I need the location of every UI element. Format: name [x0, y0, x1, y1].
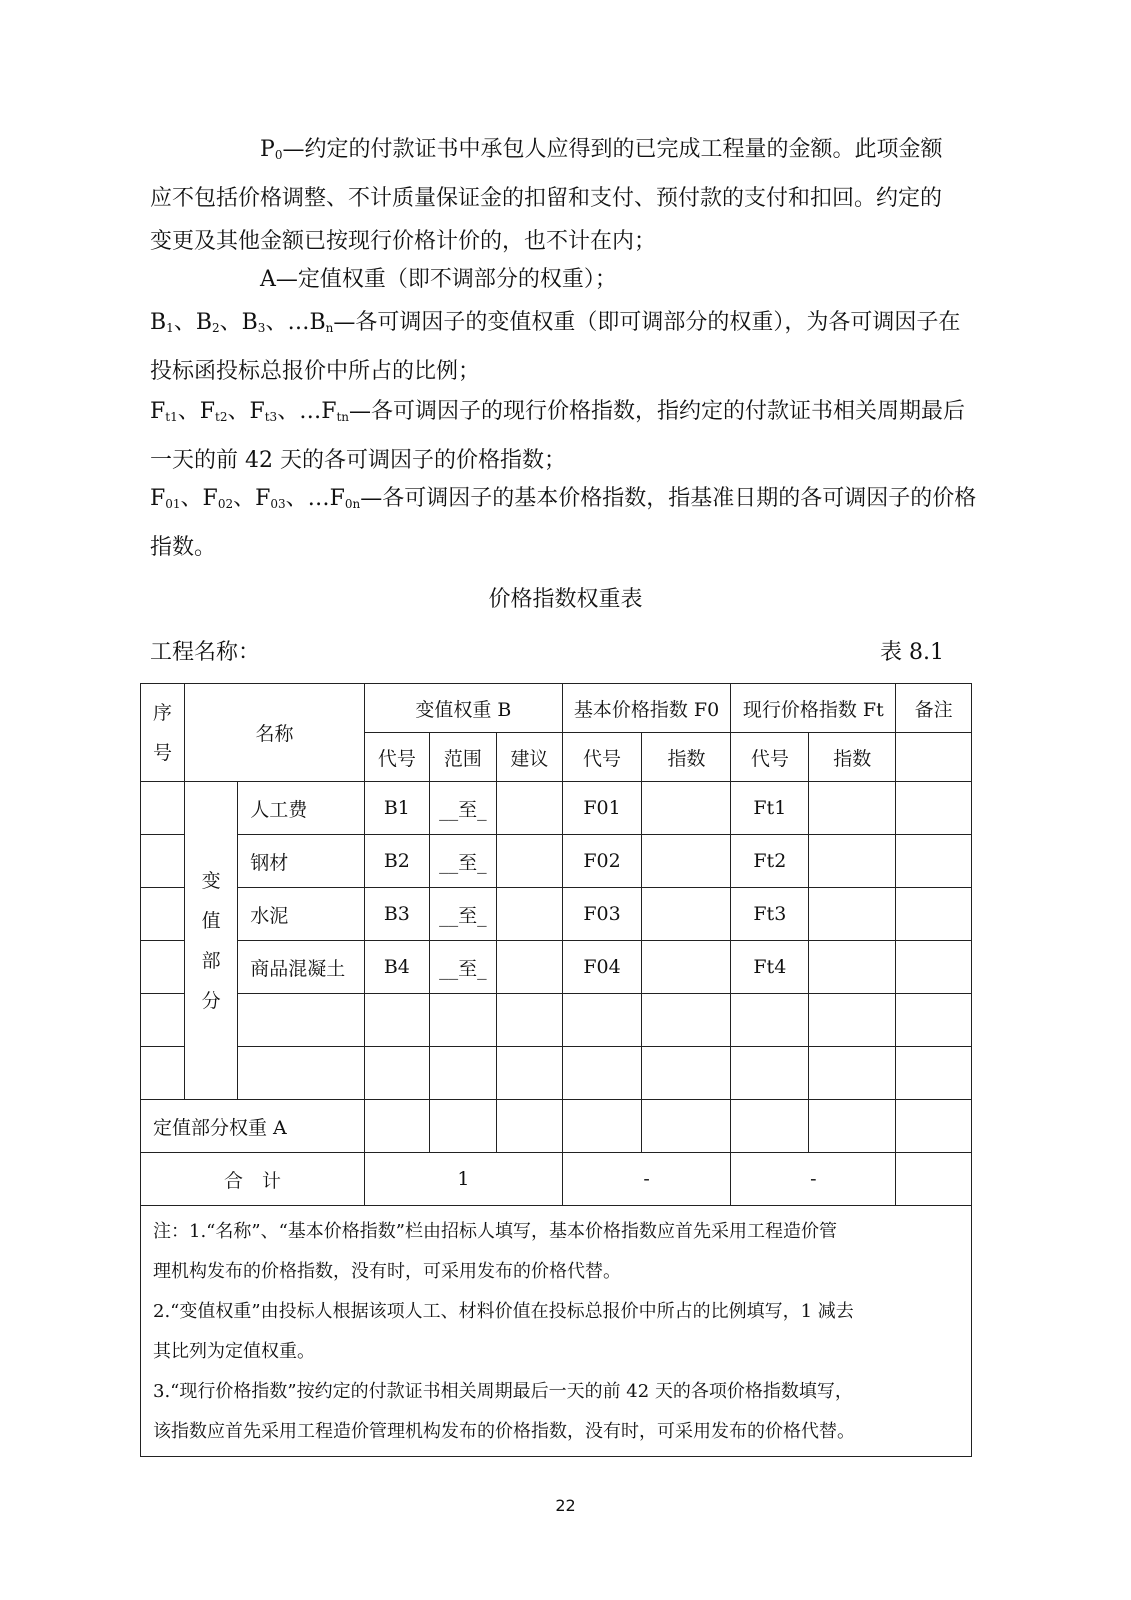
note-line: 其比列为定值权重。 — [153, 1341, 315, 1362]
table-row — [141, 941, 972, 994]
ft-index-cell[interactable] — [809, 782, 896, 835]
header-f0-code: 代号 — [562, 733, 642, 782]
p0-line-3: 变更及其他金额已按现行价格计价的，也不计在内； — [150, 229, 657, 254]
a-line: A—定值权重（即不调部分的权重）； — [260, 267, 617, 292]
ft-code-empty[interactable] — [731, 1047, 809, 1100]
item-name: 人工费 — [238, 782, 365, 835]
ft-index-cell[interactable] — [809, 835, 896, 888]
fixed-ft-index — [809, 1100, 896, 1153]
header-remarks: 备注 — [896, 684, 972, 733]
f0-index-cell[interactable] — [642, 782, 731, 835]
total-current-index: - — [731, 1153, 896, 1206]
remarks-cell[interactable] — [896, 782, 972, 835]
seq-cell — [141, 994, 185, 1047]
ft-code-empty[interactable] — [731, 994, 809, 1047]
fixed-part-label: 定值部分权重 A — [141, 1100, 365, 1153]
table-row — [141, 835, 972, 888]
paragraph-a-definition — [150, 258, 980, 301]
range-cell: __至_ — [429, 888, 497, 941]
fixed-part-row — [141, 1100, 972, 1153]
note-line: 理机构发布的价格指数，没有时，可采用发布的价格代替。 — [153, 1261, 621, 1282]
table-row — [141, 782, 972, 835]
variable-part-label: 变 值 部 分 — [185, 782, 238, 1100]
suggestion-empty[interactable] — [497, 1047, 563, 1100]
paragraph-f0-definition — [150, 477, 980, 569]
suggestion-cell[interactable] — [497, 888, 563, 941]
f0-index-empty[interactable] — [642, 1047, 731, 1100]
item-name: 商品混凝土 — [238, 941, 365, 994]
b-line-2: 投标函投标总报价中所占的比例； — [150, 359, 481, 384]
table-number: 表 8.1 — [880, 640, 944, 665]
total-row — [141, 1153, 972, 1206]
fixed-f0-index — [642, 1100, 731, 1153]
f0-index-cell[interactable] — [642, 888, 731, 941]
note-line: 2.“变值权重”由投标人根据该项人工、材料价值在投标总报价中所占的比例填写，1 减去 — [153, 1301, 854, 1322]
price-index-weight-table — [140, 683, 972, 1457]
remarks-cell[interactable] — [896, 835, 972, 888]
fixed-suggestion[interactable] — [497, 1100, 563, 1153]
f0-line-1: $F_{01}$、$F_{02}$、$F_{03}$、$\dots F_{0n}—$各可调因子的基本价格指数，指基准日期的各可调因子的价格 — [150, 486, 977, 511]
header-seq: 序 号 — [141, 684, 185, 782]
range-cell: __至_ — [429, 941, 497, 994]
range-cell: __至_ — [429, 835, 497, 888]
fixed-remarks[interactable] — [896, 1100, 972, 1153]
b-code: B4 — [365, 941, 429, 994]
seq-cell — [141, 782, 185, 835]
ft-line-1: $F_{t1}$、$F_{t2}$、$F_{t3}$、$\dots F_{tn}—$各可调因子的现行价格指数，指约定的付款证书相关周期最后 — [150, 399, 966, 424]
item-name-empty[interactable] — [238, 994, 365, 1047]
header-range: 范围 — [429, 733, 497, 782]
f0-index-empty[interactable] — [642, 994, 731, 1047]
remarks-cell[interactable] — [896, 941, 972, 994]
project-name-label: 工程名称： — [150, 640, 261, 665]
remarks-cell[interactable] — [896, 888, 972, 941]
note-line: 该指数应首先采用工程造价管理机构发布的价格指数，没有时，可采用发布的价格代替。 — [153, 1421, 855, 1442]
total-remarks — [896, 1153, 972, 1206]
table-caption: 价格指数权重表 — [488, 587, 643, 612]
table-row-empty — [141, 994, 972, 1047]
paragraph-b-definition — [150, 301, 980, 393]
suggestion-cell[interactable] — [497, 941, 563, 994]
f0-code: F03 — [562, 888, 642, 941]
seq-cell — [141, 888, 185, 941]
b-code: B3 — [365, 888, 429, 941]
item-name: 钢材 — [238, 835, 365, 888]
note-line: 注：1.“名称”、“基本价格指数”栏由招标人填写，基本价格指数应首先采用工程造价管 — [153, 1221, 837, 1242]
ft-code: Ft4 — [731, 941, 809, 994]
remarks-empty[interactable] — [896, 994, 972, 1047]
item-name-empty[interactable] — [238, 1047, 365, 1100]
page-number: 22 — [555, 1496, 576, 1515]
f0-code: F02 — [562, 835, 642, 888]
range-cell: __至_ — [429, 782, 497, 835]
suggestion-cell[interactable] — [497, 782, 563, 835]
remarks-empty[interactable] — [896, 1047, 972, 1100]
header-current-index: 现行价格指数 Ft — [731, 684, 896, 733]
item-name: 水泥 — [238, 888, 365, 941]
f0-code-empty[interactable] — [562, 994, 642, 1047]
header-ft-code: 代号 — [731, 733, 809, 782]
fixed-code[interactable] — [365, 1100, 429, 1153]
f0-code: F01 — [562, 782, 642, 835]
total-base-index: - — [562, 1153, 731, 1206]
f0-code-empty[interactable] — [562, 1047, 642, 1100]
ft-index-empty[interactable] — [809, 994, 896, 1047]
header-b-code: 代号 — [365, 733, 429, 782]
ft-line-2: 一天的前 42 天的各可调因子的价格指数； — [150, 448, 566, 473]
suggestion-empty[interactable] — [497, 994, 563, 1047]
table-row-empty — [141, 1047, 972, 1100]
paragraph-p0-definition — [150, 128, 980, 263]
ft-index-cell[interactable] — [809, 888, 896, 941]
table-notes — [141, 1206, 972, 1457]
table-row — [141, 888, 972, 941]
f0-index-cell[interactable] — [642, 835, 731, 888]
suggestion-cell[interactable] — [497, 835, 563, 888]
f0-line-2: 指数。 — [150, 535, 217, 560]
ft-code: Ft3 — [731, 888, 809, 941]
total-weight: 1 — [365, 1153, 563, 1206]
f0-index-cell[interactable] — [642, 941, 731, 994]
range-empty[interactable] — [429, 1047, 497, 1100]
b-line-1: $B_1$、$B_2$、$B_3$、$\dots B_n—$各可调因子的变值权重（即可调部分的权重），为各可调因子在 — [150, 310, 961, 335]
p0-line-2: 应不包括价格调整、不计质量保证金的扣留和支付、预付款的支付和扣回。约定的 — [150, 186, 943, 211]
header-remarks-blank — [896, 733, 972, 782]
paragraph-ft-definition — [150, 390, 980, 482]
total-label: 合 计 — [141, 1153, 365, 1206]
fixed-ft-code — [731, 1100, 809, 1153]
fixed-range[interactable] — [429, 1100, 497, 1153]
b-code: B1 — [365, 782, 429, 835]
fixed-f0-code — [562, 1100, 642, 1153]
ft-code: Ft1 — [731, 782, 809, 835]
seq-cell — [141, 835, 185, 888]
header-variable-weight: 变值权重 B — [365, 684, 563, 733]
p0-line-1: $P_0—$约定的付款证书中承包人应得到的已完成工程量的金额。此项金额 — [260, 137, 943, 162]
b-code: B2 — [365, 835, 429, 888]
notes-row — [141, 1206, 972, 1457]
seq-cell — [141, 1047, 185, 1100]
header-name: 名称 — [185, 684, 365, 782]
ft-index-empty[interactable] — [809, 1047, 896, 1100]
range-empty[interactable] — [429, 994, 497, 1047]
b-code-empty[interactable] — [365, 1047, 429, 1100]
seq-cell — [141, 941, 185, 994]
f0-code: F04 — [562, 941, 642, 994]
ft-index-cell[interactable] — [809, 941, 896, 994]
header-suggestion: 建议 — [497, 733, 563, 782]
ft-code: Ft2 — [731, 835, 809, 888]
header-ft-index: 指数 — [809, 733, 896, 782]
note-line: 3.“现行价格指数”按约定的付款证书相关周期最后一天的前 42 天的各项价格指数填写， — [153, 1381, 853, 1402]
header-f0-index: 指数 — [642, 733, 731, 782]
b-code-empty[interactable] — [365, 994, 429, 1047]
header-base-index: 基本价格指数 F0 — [562, 684, 731, 733]
